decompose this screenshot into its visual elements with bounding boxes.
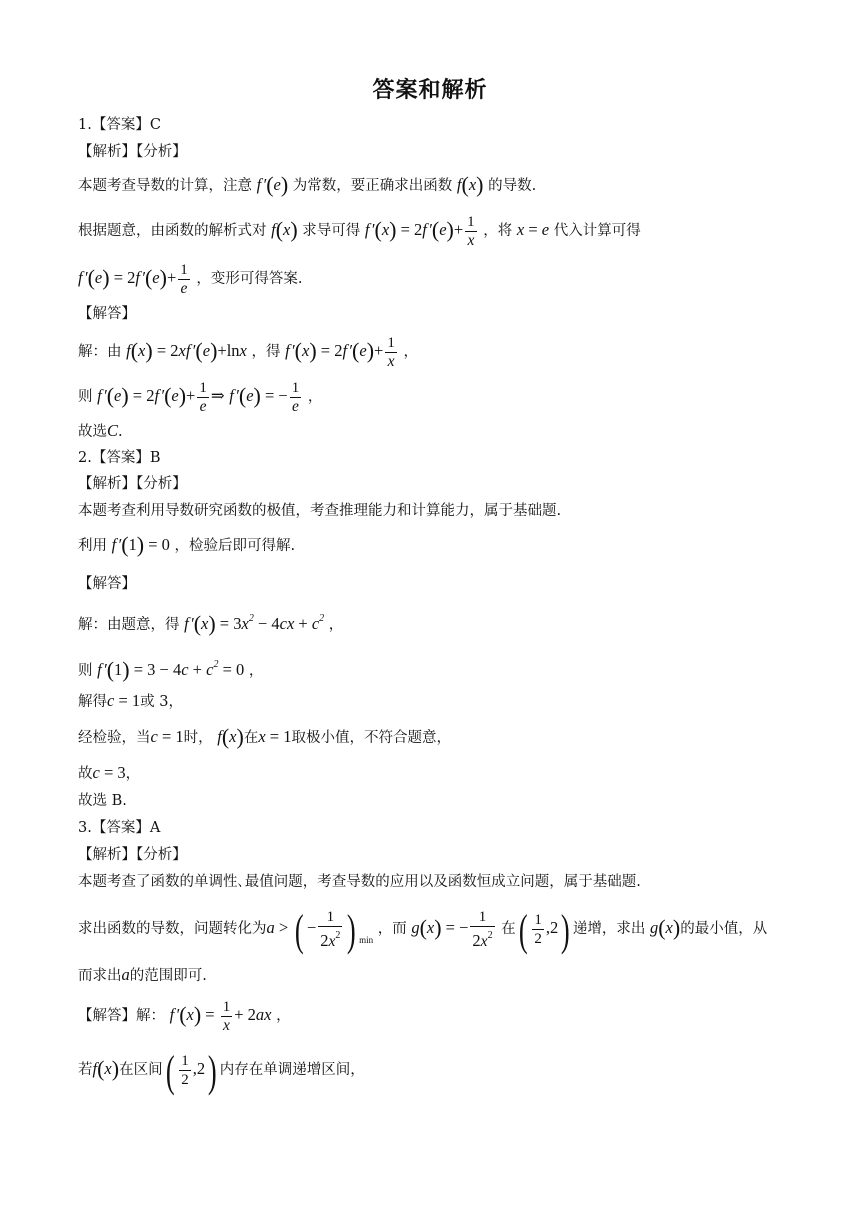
q1-answer: 1.【答案】C: [78, 117, 161, 133]
q1-solution-line1: 解：由 f(x) = 2xf ′(e)+lnx ，得 f ′(x) = 2f ′(e)+ $\frac{1}{x}$ ，: [78, 334, 418, 370]
q3-solution-line1: 【解答】解： f ′(x) = $\frac{1}{x}$ + 2ax ，: [78, 998, 291, 1034]
q1-solution-heading: 【解答】: [78, 306, 136, 322]
q3-analysis-line2: 求出函数的导数，问题转化为a > ( − $\frac{1}{2x^2}$ ) $_{min}$ ，而 g(x) = − $\frac{1}{2x^2}$ 在( $\frac{1}{2}$ ,2) 递增，求出 g(x)的最小值，从: [78, 906, 768, 955]
q2-answer: 2.【答案】B: [78, 450, 161, 466]
q1-solution-line2: 则 f ′(e) = 2f ′(e)+ $\frac{1}{e}$ ⇒ f ′(e) = − $\frac{1}{e}$ ，: [78, 379, 323, 415]
q3-solution-line2: 若f(x)在区间( $\frac{1}{2}$ ,2) 内存在单调递增区间，: [78, 1047, 365, 1096]
q1-analysis-heading: 【解析】【分析】: [78, 144, 187, 160]
q1-analysis-line2: 根据题意，由函数的解析式对 f(x) 求导可得 f ′(x) = 2f ′(e)+ $\frac{1}{x}$ ，将 x = e 代入计算可得: [78, 213, 641, 249]
q2-solution-heading: 【解答】: [78, 576, 136, 592]
q2-solution-line3: 解得c = 1或 3，: [78, 691, 183, 710]
q2-analysis-line2: 利用 f ′(1) = 0 ，检验后即可得解.: [78, 532, 296, 557]
q2-analysis-line1: 本题考查利用导数研究函数的极值，考查推理能力和计算能力，属于基础题.: [78, 503, 562, 519]
page-title: 答案和解析: [372, 78, 488, 103]
q1-analysis-line1: 本题考查导数的计算，注意 f ′(e) 为常数，要正确求出函数 f(x) 的导数.: [78, 172, 537, 197]
q1-analysis-line3: f ′(e) = 2f ′(e)+ $\frac{1}{e}$ ，变形可得答案.: [78, 261, 303, 297]
q2-solution-line1: 解：由题意，得 f $'(x) = 3x^2 - 4cx + c^2$ ，: [78, 611, 344, 636]
q3-analysis-line1: 本题考查了函数的单调性､最值问题，考查导数的应用以及函数恒成立问题，属于基础题.: [78, 874, 641, 890]
q2-solution-line6: 故选 B.: [78, 793, 127, 809]
q2-solution-line5: 故c = 3，: [78, 763, 141, 782]
q3-analysis-heading: 【解析】【分析】: [78, 847, 187, 863]
q2-solution-line2: 则 f $'(1) = 3 - 4c + c^2 = 0$ ，: [78, 657, 264, 682]
q3-analysis-line3: 而求出a的范围即可.: [78, 965, 207, 984]
q1-solution-line3: 故选C.: [78, 421, 123, 440]
q2-analysis-heading: 【解析】【分析】: [78, 476, 187, 492]
q2-solution-line4: 经检验，当c = 1时， f(x)在x = 1取极小值，不符合题意，: [78, 724, 451, 749]
q3-answer: 3.【答案】A: [78, 820, 161, 836]
